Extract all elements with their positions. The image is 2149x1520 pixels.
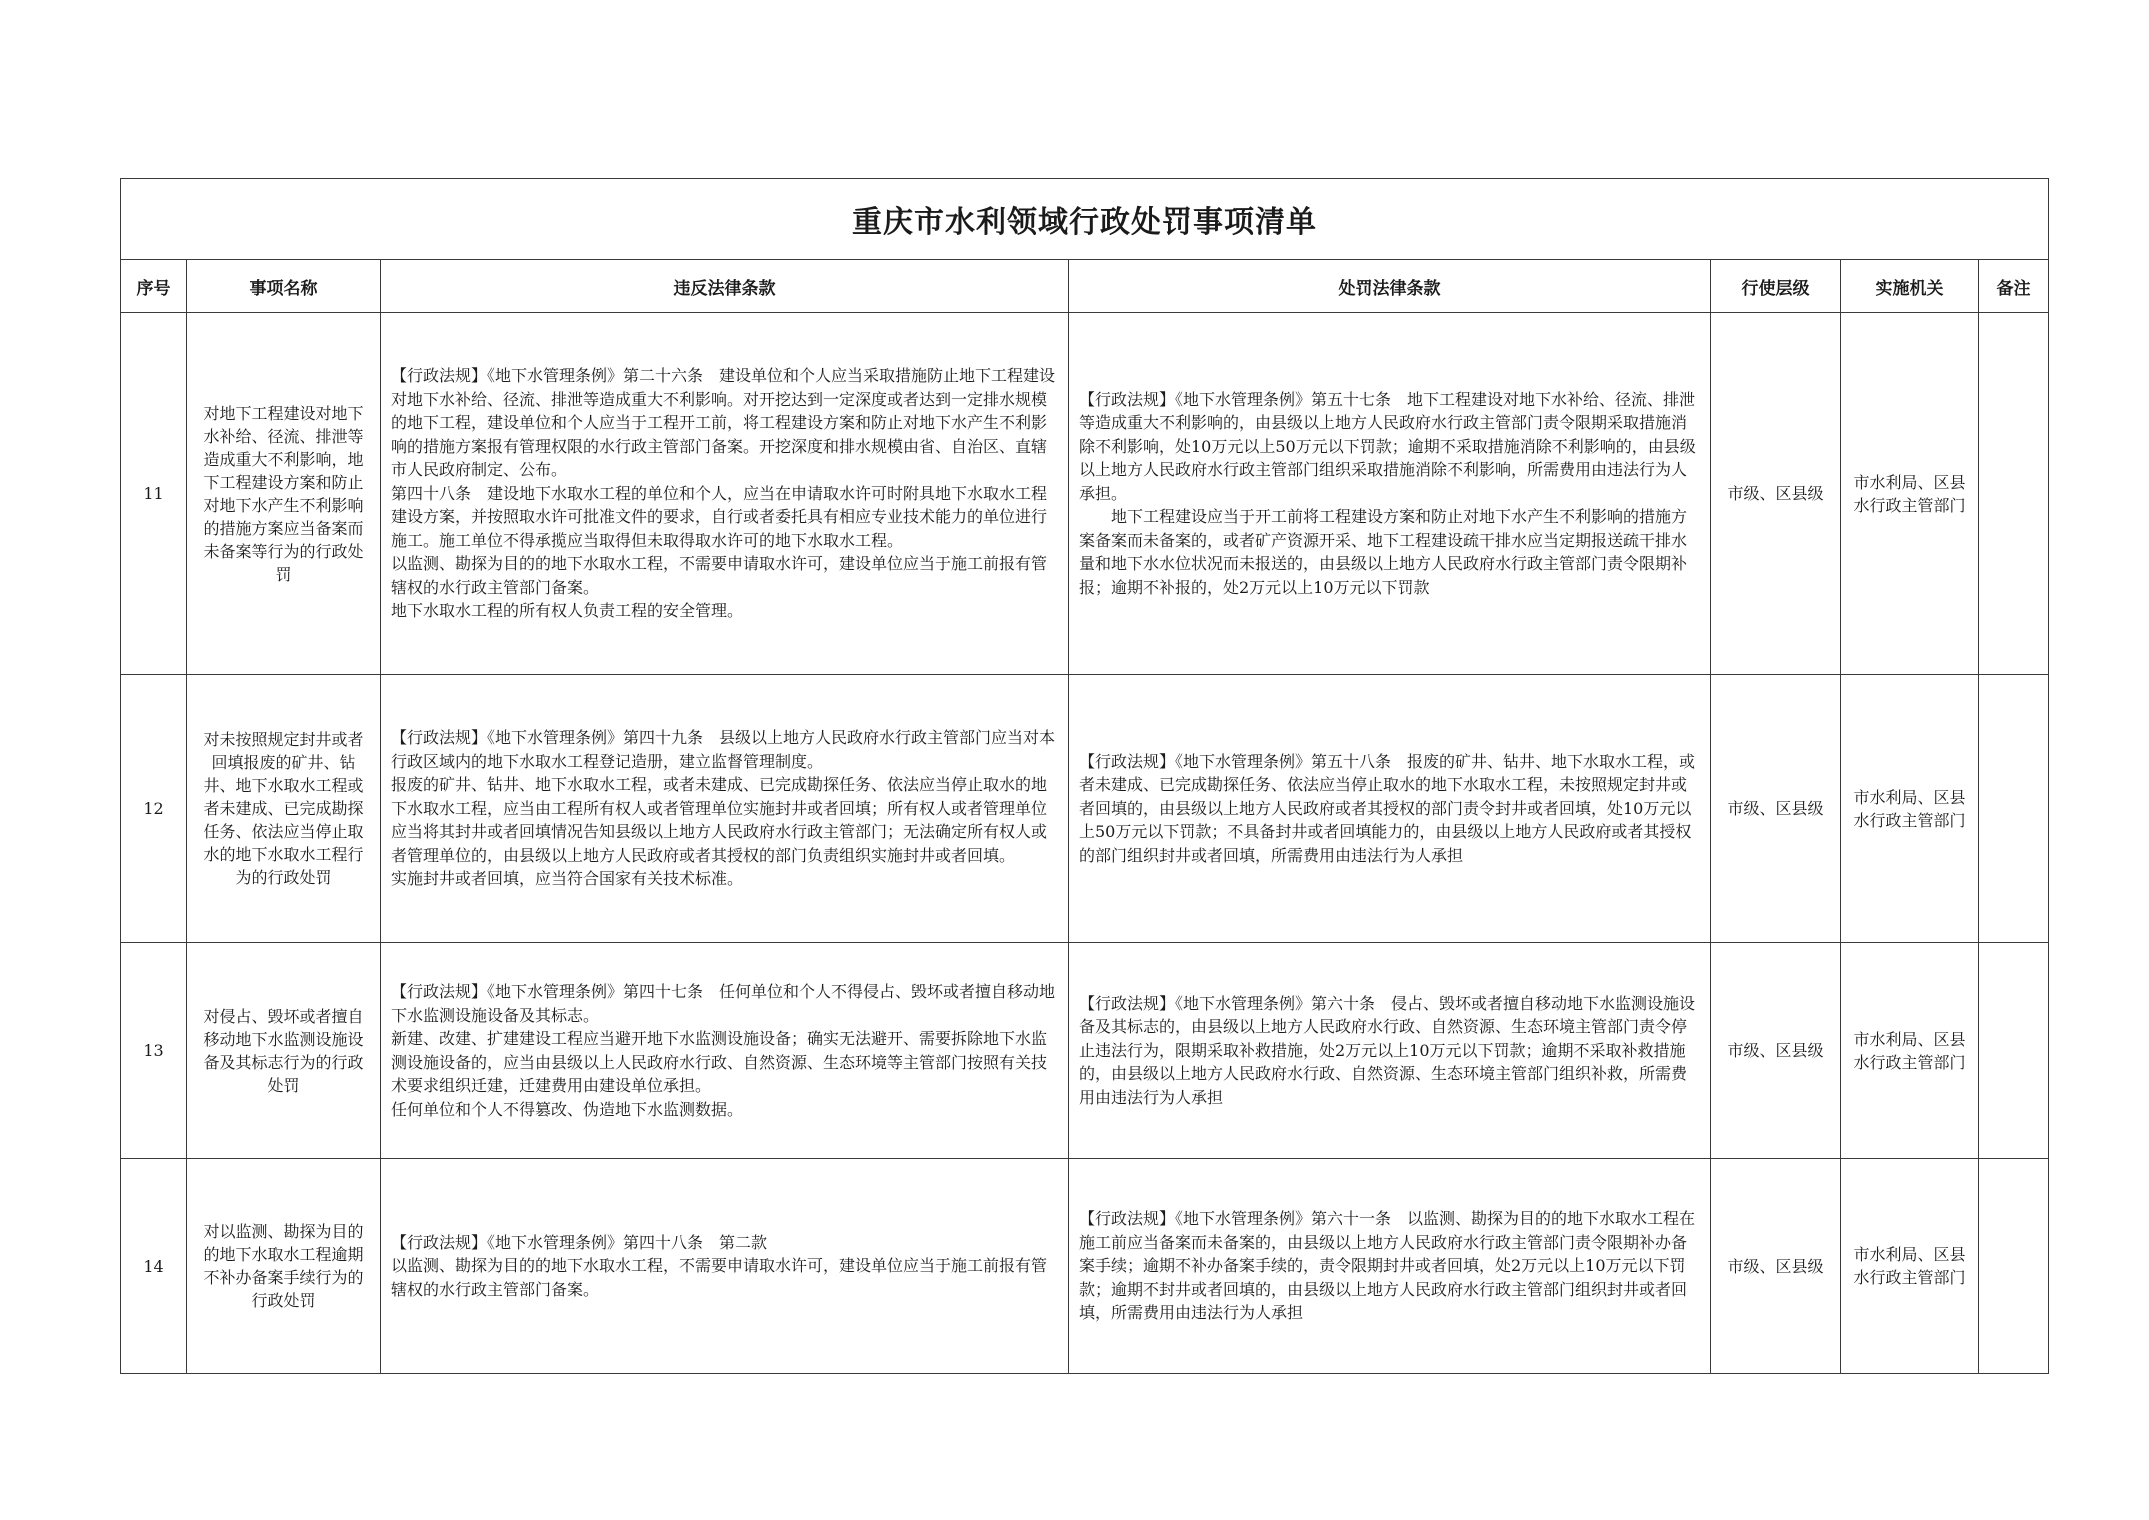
row-level: 市级、区县级 <box>1711 313 1841 675</box>
header-agency: 实施机关 <box>1841 260 1979 313</box>
row-violation <box>381 675 1069 943</box>
table-title: 重庆市水利领域行政处罚事项清单 <box>121 179 2049 260</box>
row-remark <box>1979 313 2049 675</box>
penalty-paragraph: 【行政法规】《地下水管理条例》第六十条 侵占、毁坏或者擅自移动地下水监测设施设备及其标志的，由县级以上地方人民政府水行政、自然资源、生态环境主管部门责令停止违法行为，限期采取补救措施，处2万元以上10万元以下罚款；逾期不采取补救措施的，由县级以上地方人民政府水行政、自然资源、生态环境主管部门组织补救，所需费用由违法行为人承担 <box>1079 993 1696 1107</box>
penalty-paragraph: 【行政法规】《地下水管理条例》第五十七条 地下工程建设对地下水补给、径流、排泄等造成重大不利影响的，由县级以上地方人民政府水行政主管部门责令限期采取措施消除不利影响，处10万元以上50万元以下罚款；逾期不采取措施消除不利影响的，由县级以上地方人民政府水行政主管部门组织采取措施消除不利影响，所需费用由违法行为人承担。 <box>1079 389 1696 503</box>
table-row <box>121 313 2049 675</box>
violation-paragraph: 【行政法规】《地下水管理条例》第四十七条 任何单位和个人不得侵占、毁坏或者擅自移动地下水监测设施设备及其标志。 <box>391 982 1056 1025</box>
row-no: 13 <box>121 943 187 1159</box>
row-level: 市级、区县级 <box>1711 1159 1841 1374</box>
violation-paragraph: 实施封井或者回填，应当符合国家有关技术标准。 <box>391 869 744 889</box>
row-penalty <box>1069 313 1711 675</box>
row-level: 市级、区县级 <box>1711 943 1841 1159</box>
header-no: 序号 <box>121 260 187 313</box>
row-name: 对以监测、勘探为目的的地下水取水工程逾期不补办备案手续行为的行政处罚 <box>187 1159 381 1374</box>
row-remark <box>1979 943 2049 1159</box>
header-level: 行使层级 <box>1711 260 1841 313</box>
header-row <box>121 260 2049 313</box>
penalty-paragraph: 【行政法规】《地下水管理条例》第六十一条 以监测、勘探为目的的地下水取水工程在施工前应当备案而未备案的，由县级以上地方人民政府水行政主管部门责令限期补办备案手续；逾期不补办备案手续的，责令限期封井或者回填，处2万元以上10万元以下罚款；逾期不封井或者回填的，由县级以上地方人民政府水行政主管部门组织封井或者回填，所需费用由违法行为人承担 <box>1079 1209 1696 1323</box>
row-penalty <box>1069 943 1711 1159</box>
violation-paragraph: 以监测、勘探为目的的地下水取水工程，不需要申请取水许可，建设单位应当于施工前报有管辖权的水行政主管部门备案。 <box>391 1256 1048 1299</box>
penalty-list-sheet <box>120 178 2048 1374</box>
header-remark: 备注 <box>1979 260 2049 313</box>
row-no: 14 <box>121 1159 187 1374</box>
row-name: 对侵占、毁坏或者擅自移动地下水监测设施设备及其标志行为的行政处罚 <box>187 943 381 1159</box>
row-remark <box>1979 1159 2049 1374</box>
row-violation <box>381 1159 1069 1374</box>
row-agency: 市水利局、区县水行政主管部门 <box>1841 943 1979 1159</box>
row-name: 对未按照规定封井或者回填报废的矿井、钻井、地下水取水工程或者未建成、已完成勘探任务、依法应当停止取水的地下水取水工程行为的行政处罚 <box>187 675 381 943</box>
violation-paragraph: 【行政法规】《地下水管理条例》第四十八条 第二款 <box>391 1232 768 1252</box>
row-violation <box>381 943 1069 1159</box>
row-agency: 市水利局、区县水行政主管部门 <box>1841 313 1979 675</box>
row-remark <box>1979 675 2049 943</box>
violation-paragraph: 【行政法规】《地下水管理条例》第二十六条 建设单位和个人应当采取措施防止地下工程建设对地下水补给、径流、排泄等造成重大不利影响。对开挖达到一定深度或者达到一定排水规模的地下工程，建设单位和个人应当于工程开工前，将工程建设方案和防止对地下水产生不利影响的措施方案报有管理权限的水行政主管部门备案。开挖深度和排水规模由省、自治区、直辖市人民政府制定、公布。 <box>391 366 1056 480</box>
header-penalty: 处罚法律条款 <box>1069 260 1711 313</box>
penalty-paragraph: 【行政法规】《地下水管理条例》第五十八条 报废的矿井、钻井、地下水取水工程，或者未建成、已完成勘探任务、依法应当停止取水的地下水取水工程，未按照规定封井或者回填的，由县级以上地方人民政府或者其授权的部门责令封井或者回填，处10万元以上50万元以下罚款；不具备封井或者回填能力的，由县级以上地方人民政府或者其授权的部门组织封井或者回填，所需费用由违法行为人承担 <box>1079 751 1696 865</box>
row-violation <box>381 313 1069 675</box>
table-row <box>121 943 2049 1159</box>
violation-paragraph: 新建、改建、扩建建设工程应当避开地下水监测设施设备；确实无法避开、需要拆除地下水监测设施设备的，应当由县级以上人民政府水行政、自然资源、生态环境等主管部门按照有关技术要求组织迁建，迁建费用由建设单位承担。 <box>391 1029 1048 1095</box>
penalty-paragraph: 地下工程建设应当于开工前将工程建设方案和防止对地下水产生不利影响的措施方案备案而未备案的，或者矿产资源开采、地下工程建设疏干排水应当定期报送疏干排水量和地下水水位状况而未报送的，由县级以上地方人民政府水行政主管部门责令限期补报；逾期不补报的，处2万元以上10万元以下罚款 <box>1079 507 1688 597</box>
row-penalty <box>1069 675 1711 943</box>
row-agency: 市水利局、区县水行政主管部门 <box>1841 1159 1979 1374</box>
violation-paragraph: 以监测、勘探为目的的地下水取水工程，不需要申请取水许可，建设单位应当于施工前报有管辖权的水行政主管部门备案。 <box>391 554 1048 597</box>
violation-paragraph: 任何单位和个人不得篡改、伪造地下水监测数据。 <box>391 1099 744 1119</box>
row-no: 12 <box>121 675 187 943</box>
row-level: 市级、区县级 <box>1711 675 1841 943</box>
violation-paragraph: 报废的矿井、钻井、地下水取水工程，或者未建成、已完成勘探任务、依法应当停止取水的地下水取水工程，应当由工程所有权人或者管理单位实施封井或者回填；所有权人或者管理单位应当将其封井或者回填情况告知县级以上地方人民政府水行政主管部门；无法确定所有权人或者管理单位的，由县级以上地方人民政府或者其授权的部门负责组织实施封井或者回填。 <box>391 775 1048 865</box>
violation-paragraph: 地下水取水工程的所有权人负责工程的安全管理。 <box>391 601 744 621</box>
table-row <box>121 1159 2049 1374</box>
violation-paragraph: 第四十八条 建设地下水取水工程的单位和个人，应当在申请取水许可时附具地下水取水工程建设方案，并按照取水许可批准文件的要求，自行或者委托具有相应专业技术能力的单位进行施工。施工单位不得承揽应当取得但未取得取水许可的地下水取水工程。 <box>391 483 1048 550</box>
penalty-table <box>120 178 2049 1374</box>
table-row <box>121 675 2049 943</box>
row-no: 11 <box>121 313 187 675</box>
header-violation: 违反法律条款 <box>381 260 1069 313</box>
violation-paragraph: 【行政法规】《地下水管理条例》第四十九条 县级以上地方人民政府水行政主管部门应当对本行政区域内的地下水取水工程登记造册，建立监督管理制度。 <box>391 728 1056 771</box>
row-penalty <box>1069 1159 1711 1374</box>
header-name: 事项名称 <box>187 260 381 313</box>
row-agency: 市水利局、区县水行政主管部门 <box>1841 675 1979 943</box>
row-name: 对地下工程建设对地下水补给、径流、排泄等造成重大不利影响，地下工程建设方案和防止对地下水产生不利影响的措施方案应当备案而未备案等行为的行政处罚 <box>187 313 381 675</box>
